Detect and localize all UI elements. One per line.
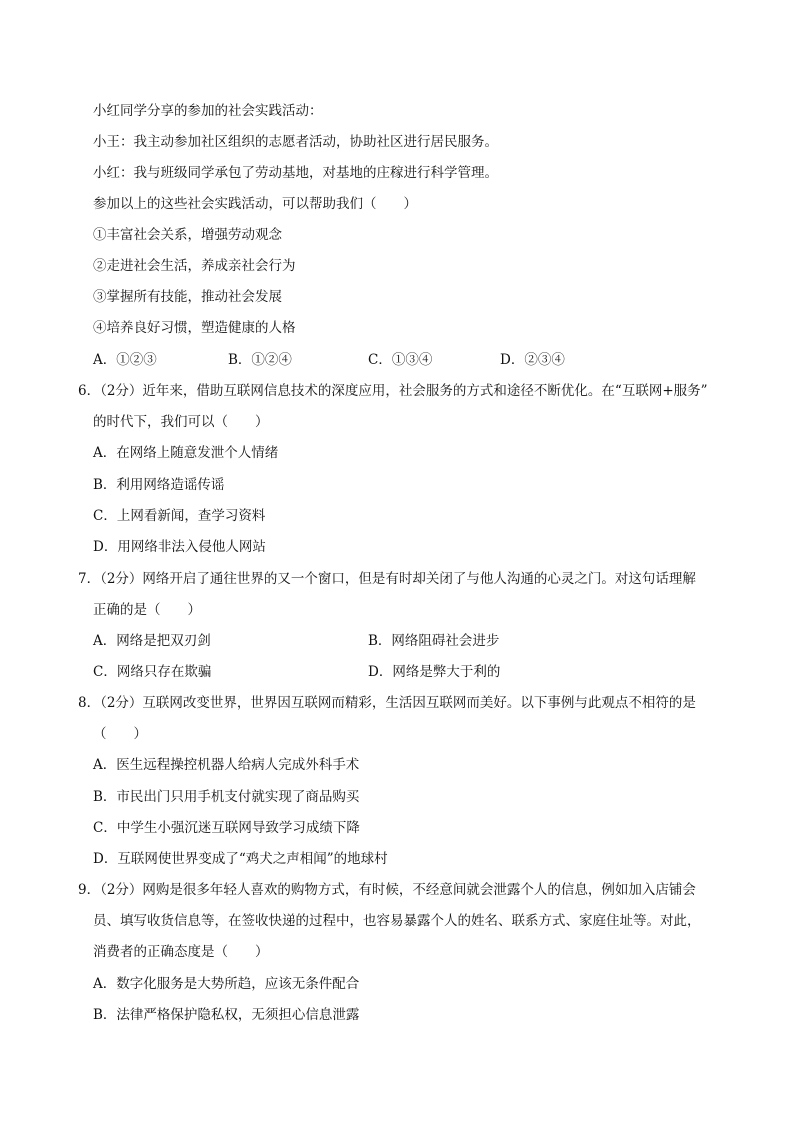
q8-option-d[interactable]: D．互联网使世界变成了“鸡犬之声相闻”的地球村 [93, 851, 388, 867]
q7-stem-line2: 正确的是（ ） [93, 602, 201, 618]
q6-option-d[interactable]: D．用网络非法入侵他人网站 [93, 539, 266, 555]
q6-stem-line1: 6．（2分）近年来，借助互联网信息技术的深度应用，社会服务的方式和途径不断优化。在“互联网+服务” [78, 383, 708, 399]
q6-stem-line2: 的时代下，我们可以（ ） [93, 414, 269, 430]
q9-stem-line3: 消费者的正确态度是（ ） [93, 944, 269, 960]
intro-item-3: ③掌握所有技能，推动社会发展 [93, 289, 282, 305]
q6-option-b[interactable]: B．利用网络造谣传谣 [93, 477, 225, 493]
option-c[interactable]: C．①③④ [368, 352, 433, 368]
option-a[interactable]: A．①②③ [93, 352, 157, 368]
q9-option-b[interactable]: B．法律严格保护隐私权，无须担心信息泄露 [93, 1007, 360, 1023]
q8-stem-line1: 8．（2分）互联网改变世界，世界因互联网而精彩，生活因互联网而美好。以下事例与此观点不相符的是 [78, 695, 696, 711]
q8-stem-line2: （ ） [93, 726, 147, 742]
intro-item-1: ①丰富社会关系，增强劳动观念 [93, 227, 282, 243]
q8-option-c[interactable]: C．中学生小强沉迷互联网导致学习成绩下降 [93, 820, 360, 836]
q8-option-b[interactable]: B．市民出门只用手机支付就实现了商品购买 [93, 789, 360, 805]
option-b[interactable]: B．①②④ [228, 352, 292, 368]
q9-option-a[interactable]: A．数字化服务是大势所趋，应该无条件配合 [93, 976, 360, 992]
intro-heading: 小红同学分享的参加的社会实践活动： [93, 103, 323, 119]
q7-stem-line1: 7．（2分）网络开启了通往世界的又一个窗口，但是有时却关闭了与他人沟通的心灵之门。对这句话理解 [78, 571, 696, 587]
intro-xiaohong: 小红：我与班级同学承包了劳动基地，对基地的庄稼进行科学管理。 [93, 165, 498, 181]
q7-option-d[interactable]: D．网络是弊大于利的 [368, 664, 501, 680]
q7-option-b[interactable]: B．网络阻碍社会进步 [368, 633, 500, 649]
q9-stem-line1: 9．（2分）网购是很多年轻人喜欢的购物方式，有时候，不经意间就会泄露个人的信息，例如加入店铺会 [78, 882, 696, 898]
intro-xiaowang: 小王：我主动参加社区组织的志愿者活动，协助社区进行居民服务。 [93, 134, 498, 150]
q7-option-c[interactable]: C．网络只存在欺骗 [93, 664, 212, 680]
q8-option-a[interactable]: A．医生远程操控机器人给病人完成外科手术 [93, 757, 360, 773]
intro-item-2: ②走进社会生活，养成亲社会行为 [93, 258, 296, 274]
q6-option-c[interactable]: C．上网看新闻，查学习资料 [93, 508, 266, 524]
intro-stem: 参加以上的这些社会实践活动，可以帮助我们（ ） [93, 196, 417, 212]
q7-option-a[interactable]: A．网络是把双刃剑 [93, 633, 211, 649]
q6-option-a[interactable]: A．在网络上随意发泄个人情绪 [93, 445, 279, 461]
intro-item-4: ④培养良好习惯，塑造健康的人格 [93, 320, 296, 336]
q9-stem-line2: 员、填写收货信息等，在签收快递的过程中，也容易暴露个人的姓名、联系方式、家庭住址等。对此， [93, 913, 701, 929]
option-d[interactable]: D．②③④ [500, 352, 565, 368]
